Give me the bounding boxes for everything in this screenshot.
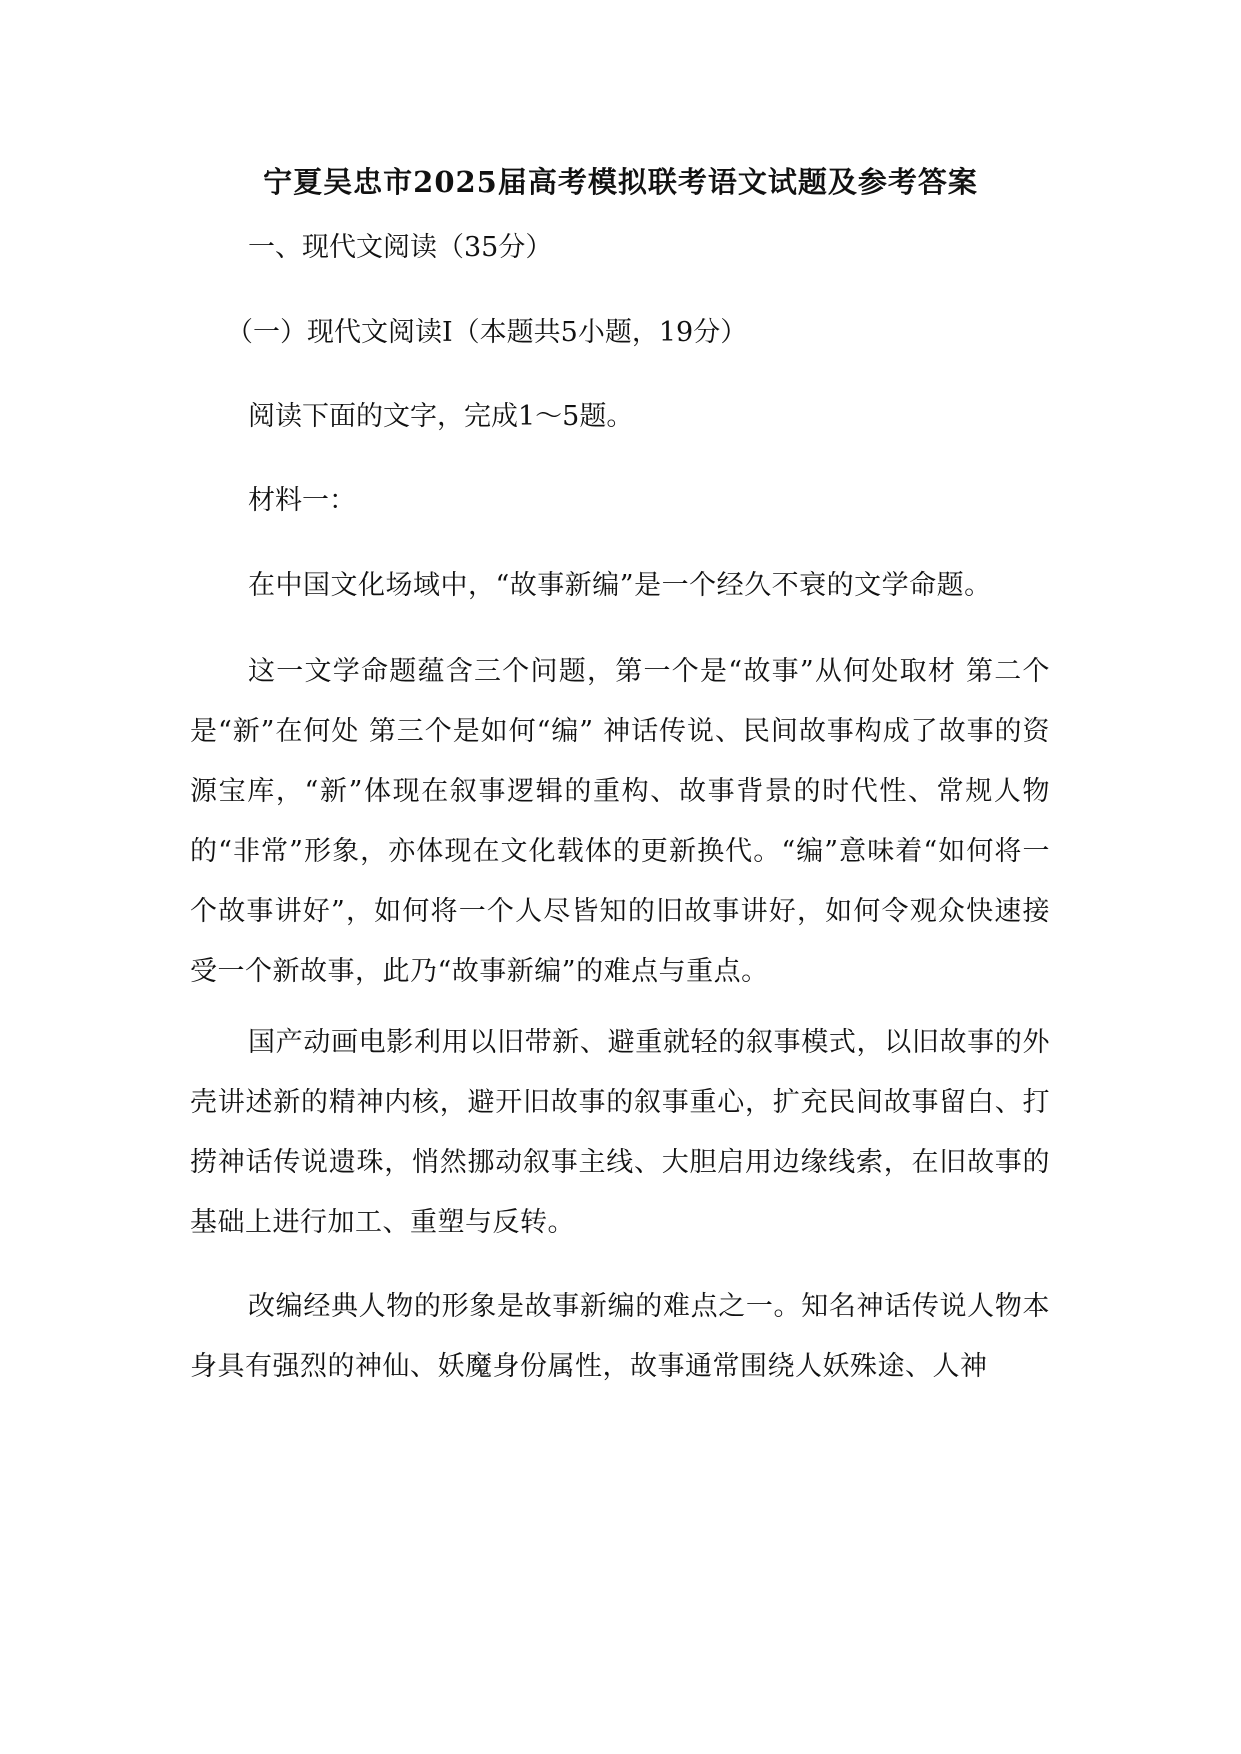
reading-instruction: 阅读下面的文字，完成1～5题。 [248, 401, 634, 432]
paragraph-2: 这一文学命题蕴含三个问题，第一个是“故事”从何处取材 第二个是“新”在何处 第三个是如何“编” 神话传说、民间故事构成了故事的资源宝库，“新”体现在叙事逻辑的重构、故事背景的时代性、常规人物的“非常”形象，亦体现在文化载体的更新换代。“编”意味着“如何将一个故事讲好”，如何将一个人尽皆知的旧故事讲好，如何令观众快速接受一个新故事，此乃“故事新编”的难点与重点。 [190, 656, 1050, 987]
paragraph-3: 国产动画电影利用以旧带新、避重就轻的叙事模式，以旧故事的外壳讲述新的精神内核，避开旧故事的叙事重心，扩充民间故事留白、打捞神话传说遗珠，悄然挪动叙事主线、大胆启用边缘线索，在旧故事的基础上进行加工、重塑与反转。 [190, 1027, 1050, 1238]
subsection-heading: （一）现代文阅读Ⅰ（本题共5小题，19分） [226, 317, 748, 348]
document-title: 宁夏吴忠市2025届高考模拟联考语文试题及参考答案 [263, 165, 978, 199]
material-label: 材料一： [248, 485, 356, 516]
paragraph-4: 改编经典人物的形象是故事新编的难点之一。知名神话传说人物本身具有强烈的神仙、妖魔身份属性，故事通常围绕人妖殊途、人神 [190, 1291, 1050, 1382]
paragraph-1: 在中国文化场域中，“故事新编”是一个经久不衰的文学命题。 [248, 570, 992, 601]
section-heading: 一、现代文阅读（35分） [248, 232, 553, 263]
